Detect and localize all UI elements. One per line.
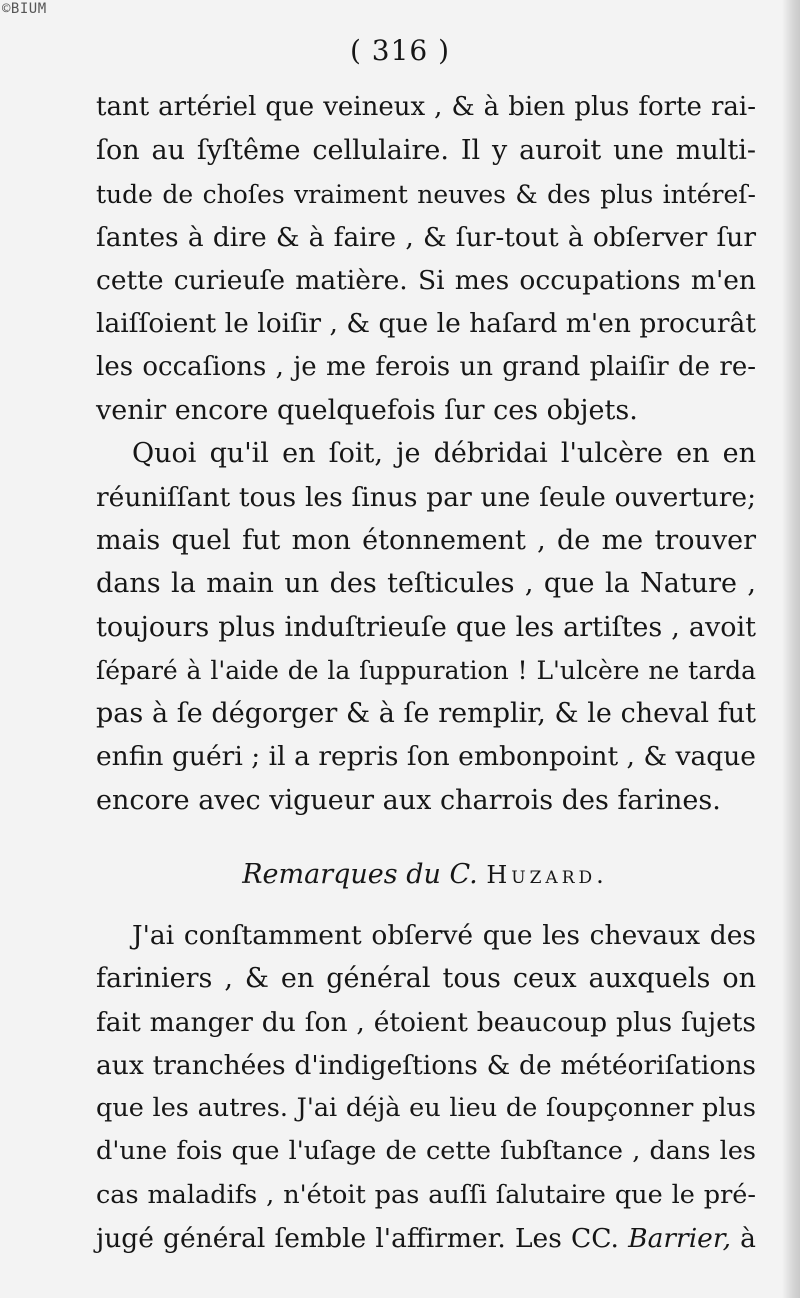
italic-name: Barrier, <box>628 1223 732 1255</box>
text-line: ſantes à dire & à faire , & ſur-tout à obſerver ſur <box>96 221 756 253</box>
text-line: fait manger du ſon , étoient beaucoup plus ſujets <box>96 1006 756 1038</box>
text-line: mais quel fut mon étonnement , de me trouver <box>96 524 756 556</box>
text-line: venir encore quelquefois ſur ces objets. <box>96 395 638 427</box>
text-line: encore avec vigueur aux charrois des farines. <box>96 784 721 816</box>
page-edge-shadow <box>782 0 800 1298</box>
text-line: tude de choſes vraiment neuves & des plus intéreſ- <box>96 179 756 209</box>
text-line: aux tranchées d'indigeſtions & de météoriſations <box>96 1049 756 1081</box>
text-line: cas maladifs , n'étoit pas auſſi ſalutaire que le pré- <box>96 1179 756 1210</box>
text-fragment: à <box>740 1223 756 1255</box>
text-line: tant artériel que veineux , & à bien plus forte rai- <box>96 92 756 122</box>
body-text-bottom <box>96 914 756 1260</box>
text-line: fariniers , & en général tous ceux auxquels on <box>96 963 756 995</box>
text-line: Quoi qu'il en ſoit, je débridai l'ulcère en en <box>132 438 756 470</box>
text-line: pas à ſe dégorger & à ſe remplir, & le cheval fut <box>96 698 756 730</box>
section-heading <box>0 853 800 897</box>
text-fragment: jugé général ſemble l'affirmer. Les CC. <box>96 1223 619 1255</box>
text-line: réuniſſant tous les ſinus par une ſeule ouverture; <box>96 481 756 513</box>
text-line: ſon au ſyſtême cellulaire. Il y auroit une multi- <box>96 135 756 167</box>
text-line: ſéparé à l'aide de la ſuppuration ! L'ulcère ne tarda <box>96 655 756 685</box>
text-line: que les autres. J'ai déjà eu lieu de ſoupçonner plus <box>96 1093 756 1124</box>
text-line-final <box>96 1217 756 1260</box>
text-line: J'ai conſtamment obſervé que les chevaux des <box>132 920 756 951</box>
heading-prefix: Remarques du C. <box>242 859 478 890</box>
text-line: toujours plus induſtrieuſe que les artiſtes , avoit <box>96 611 756 643</box>
text-line: dans la main un des teſticules , que la Nature , <box>96 568 756 600</box>
page-number: ( 316 ) <box>349 34 451 67</box>
text-line: cette curieuſe matière. Si mes occupations m'en <box>96 265 756 297</box>
text-line: enfin guéri ; il a repris ſon embonpoint , & vaque <box>96 741 756 773</box>
text-line: laiſſoient le loiſir , & que le haſard m'en procurât <box>96 308 756 340</box>
library-watermark: ©BIUM <box>2 1 47 17</box>
body-text-top <box>96 86 756 822</box>
heading-author-name: Huzard. <box>486 861 608 889</box>
text-line: les occaſions , je me ferois un grand plaiſir de re- <box>96 351 756 382</box>
text-line: d'une fois que l'uſage de cette ſubſtance , dans les <box>96 1136 756 1167</box>
